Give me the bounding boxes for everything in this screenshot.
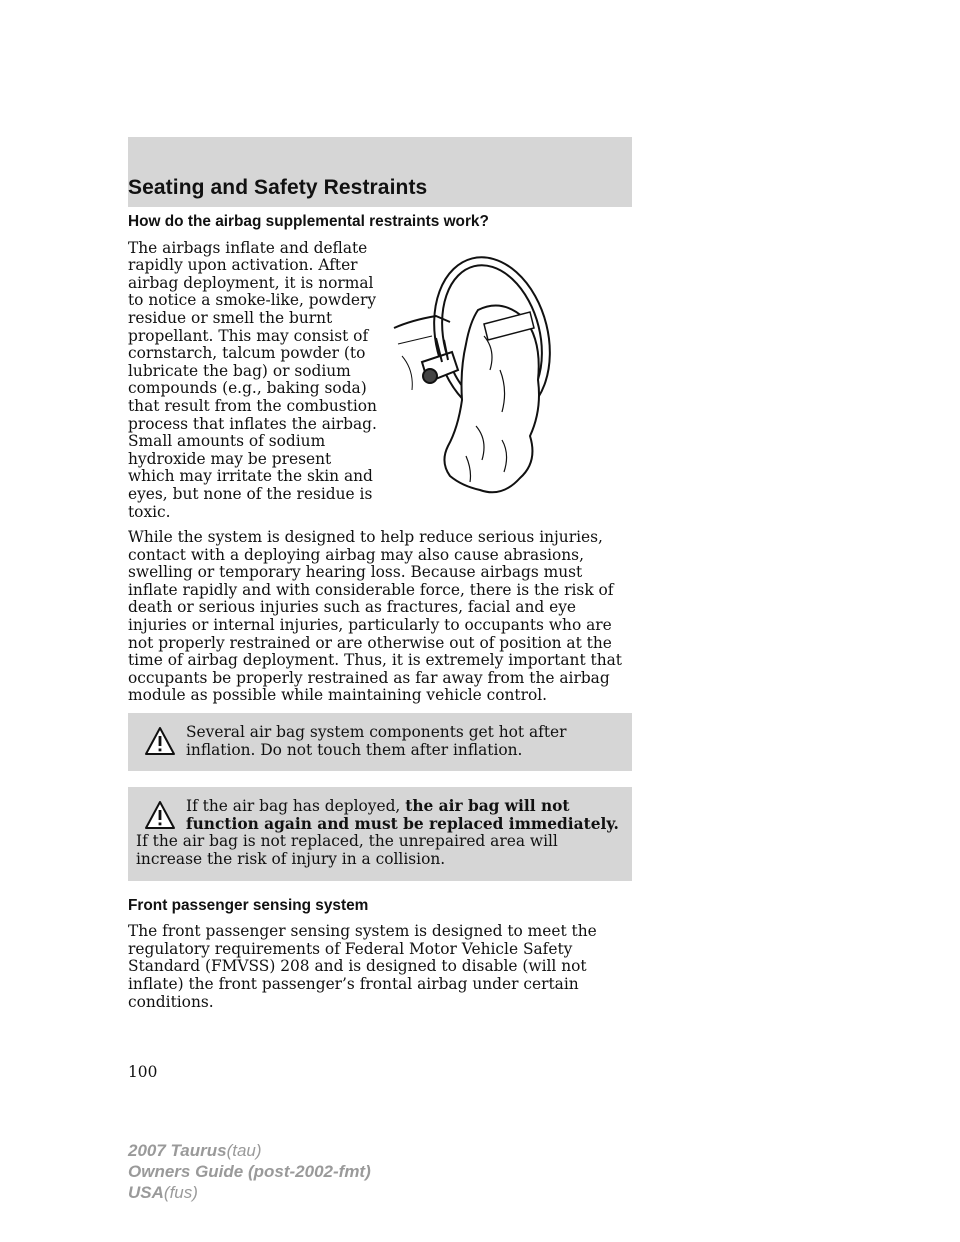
footer-guide: Owners Guide (post-2002-fmt) xyxy=(128,1162,371,1181)
warning-box-hot-components xyxy=(128,713,632,771)
footer-model-code: (tau) xyxy=(226,1141,262,1160)
heading-airbag-function: How do the airbag supplemental restraints work? xyxy=(128,213,489,230)
warning-text-rest: If the air bag is not replaced, the unrepaired area will increase the risk of injury in a collision. xyxy=(136,832,558,868)
footer-model: 2007 Taurus xyxy=(128,1141,227,1160)
paragraph-airbag-residue: The airbags inflate and deflate rapidly upon activation. After airbag deployment, it is normal to notice a smoke-like, powdery residue or smell the burnt propellant. This may consist of cornstarch, talcum powder (to lubricate the bag) or sodium compounds (e.g., baking soda) that result from the combustion process that inflates the airbag. Small amounts of sodium hydroxide may be present which may irritate the skin and eyes, but none of the residue is toxic. xyxy=(128,238,377,521)
document-footer xyxy=(128,1140,371,1203)
warning-text-emphasis: the air bag will not function again and must be replaced immediately. xyxy=(186,797,619,833)
page-content xyxy=(128,213,632,1019)
warning-text-lead: If the air bag has deployed, xyxy=(186,797,406,816)
footer-market: USA xyxy=(128,1183,164,1202)
page-number: 100 xyxy=(128,1063,158,1081)
paragraph-passenger-sensing: The front passenger sensing system is designed to meet the regulatory requirements of Federal Motor Vehicle Safety Standard (FMVSS) 208 and is designed to disable (will not inflate) the front passenger’s frontal airbag under certain conditions. xyxy=(128,922,597,1011)
airbag-illustration xyxy=(392,240,632,500)
section-title: Seating and Safety Restraints xyxy=(128,176,428,199)
warning-triangle-icon xyxy=(144,800,176,830)
paragraph-airbag-injuries: While the system is designed to help reduce serious injuries, contact with a deploying airbag may also cause abrasions, swelling or temporary hearing loss. Because airbags must inflate rapidly and with considerable force, there is the risk of death or serious injuries such as fractures, facial and eye injuries or internal injuries, particularly to occupants who are not properly restrained or are otherwise out of position at the time of airbag deployment. Thus, it is extremely important that occupants be properly restrained as far away from the airbag module as possible while maintaining vehicle control. xyxy=(128,528,622,705)
warning-text-hot-components: Several air bag system components get hot after inflation. Do not touch them after inflation. xyxy=(186,723,567,759)
heading-passenger-sensing: Front passenger sensing system xyxy=(128,896,369,914)
warning-box-deployed-airbag xyxy=(128,787,632,880)
footer-market-code: (fus) xyxy=(163,1183,198,1202)
warning-triangle-icon xyxy=(144,726,176,756)
steering-wheel-airbag-icon xyxy=(392,240,632,500)
